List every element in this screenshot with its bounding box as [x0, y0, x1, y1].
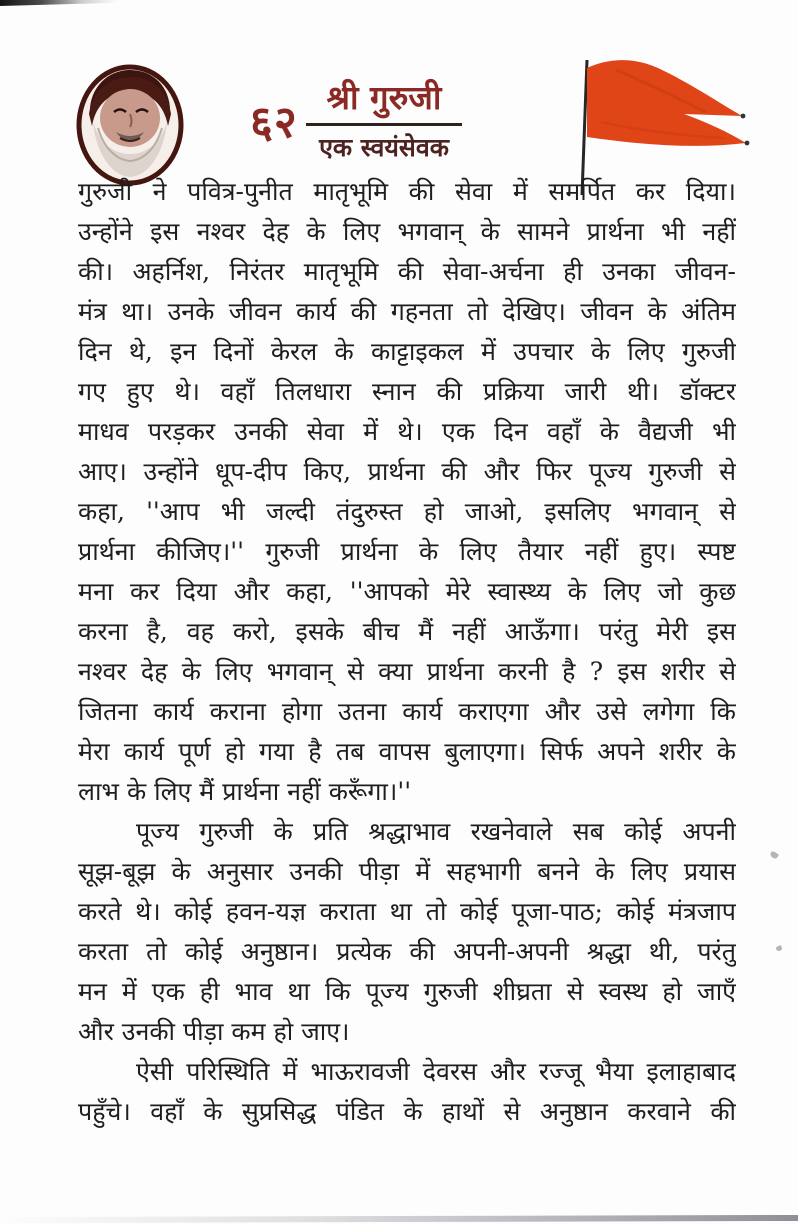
body-line: मंत्र था। उनके जीवन कार्य की गहनता तो देखिए। जीवन के अंतिम	[78, 297, 736, 326]
body-line: पूज्य गुरुजी के प्रति श्रद्धाभाव रखनेवाले सब कोई अपनी	[136, 817, 736, 846]
scan-speck	[775, 945, 782, 952]
chapter-header	[306, 74, 462, 164]
body-line: नश्वर देह के लिए भगवान् से क्या प्रार्थना करनी है ? इस शरीर से	[78, 657, 736, 686]
scan-speck	[769, 850, 779, 860]
body-line: जितना कार्य कराना होगा उतना कार्य कराएगा और उसे लगेगा कि	[78, 697, 736, 726]
body-line: गए हुए थे। वहाँ तिलधारा स्नान की प्रक्रिया जारी थी। डॉक्टर	[78, 377, 736, 406]
body-line: कहा, ''आप भी जल्दी तंदुरुस्त हो जाओ, इसलिए भगवान् से	[78, 497, 736, 526]
body-line: और उनकी पीड़ा कम हो जाए।	[78, 1017, 350, 1046]
body-line: की। अहर्निश, निरंतर मातृभूमि की सेवा-अर्चना ही उनका जीवन-	[78, 257, 736, 286]
body-line: ऐसी परिस्थिति में भाऊरावजी देवरस और रज्जू भैया इलाहाबाद	[136, 1057, 736, 1086]
guruji-portrait-photo	[76, 64, 184, 186]
body-line: करना है, वह करो, इसके बीच मैं नहीं आऊँगा। परंतु मेरी इस	[78, 617, 736, 646]
body-line: दिन थे, इन दिनों केरल के काट्टाइकल में उपचार के लिए गुरुजी	[78, 337, 736, 366]
scan-edge-bottom	[0, 1215, 798, 1223]
body-line: गुरुजी ने पवित्र-पुनीत मातृभूमि की सेवा में समर्पित कर दिया।	[78, 177, 736, 206]
body-line: उन्होंने इस नश्वर देह के लिए भगवान् के सामने प्रार्थना भी नहीं	[78, 217, 736, 246]
book-title: श्री गुरुजी	[306, 74, 462, 126]
page-number: ६२	[250, 97, 298, 148]
body-line: मन में एक ही भाव था कि पूज्य गुरुजी शीघ्रता से स्वस्थ हो जाएँ	[78, 977, 736, 1006]
book-subtitle: एक स्वयंसेवक	[319, 133, 449, 162]
body-text	[78, 172, 736, 1132]
scan-edge-top-left	[0, 0, 118, 6]
body-line: सूझ-बूझ के अनुसार उनकी पीड़ा में सहभागी बनने के लिए प्रयास	[78, 857, 736, 886]
body-line: आए। उन्होंने धूप-दीप किए, प्रार्थना की और फिर पूज्य गुरुजी से	[78, 457, 736, 486]
body-line: माधव परड़कर उनकी सेवा में थे। एक दिन वहाँ के वैद्यजी भी	[78, 417, 736, 446]
body-line: लाभ के लिए मैं प्रार्थना नहीं करूँगा।''	[78, 777, 412, 806]
body-line: करते थे। कोई हवन-यज्ञ कराता था तो कोई पूजा-पाठ; कोई मंत्रजाप	[78, 897, 736, 926]
body-line: पहुँचे। वहाँ के सुप्रसिद्ध पंडित के हाथों से अनुष्ठान करवाने की	[78, 1097, 736, 1126]
body-line: मेरा कार्य पूर्ण हो गया है तब वापस बुलाएगा। सिर्फ अपने शरीर के	[78, 737, 736, 766]
body-line: करता तो कोई अनुष्ठान। प्रत्येक की अपनी-अपनी श्रद्धा थी, परंतु	[78, 937, 736, 966]
body-line: मना कर दिया और कहा, ''आपको मेरे स्वास्थ्य के लिए जो कुछ	[78, 577, 736, 606]
body-line: प्रार्थना कीजिए।'' गुरुजी प्रार्थना के लिए तैयार नहीं हुए। स्पष्ट	[78, 537, 736, 566]
